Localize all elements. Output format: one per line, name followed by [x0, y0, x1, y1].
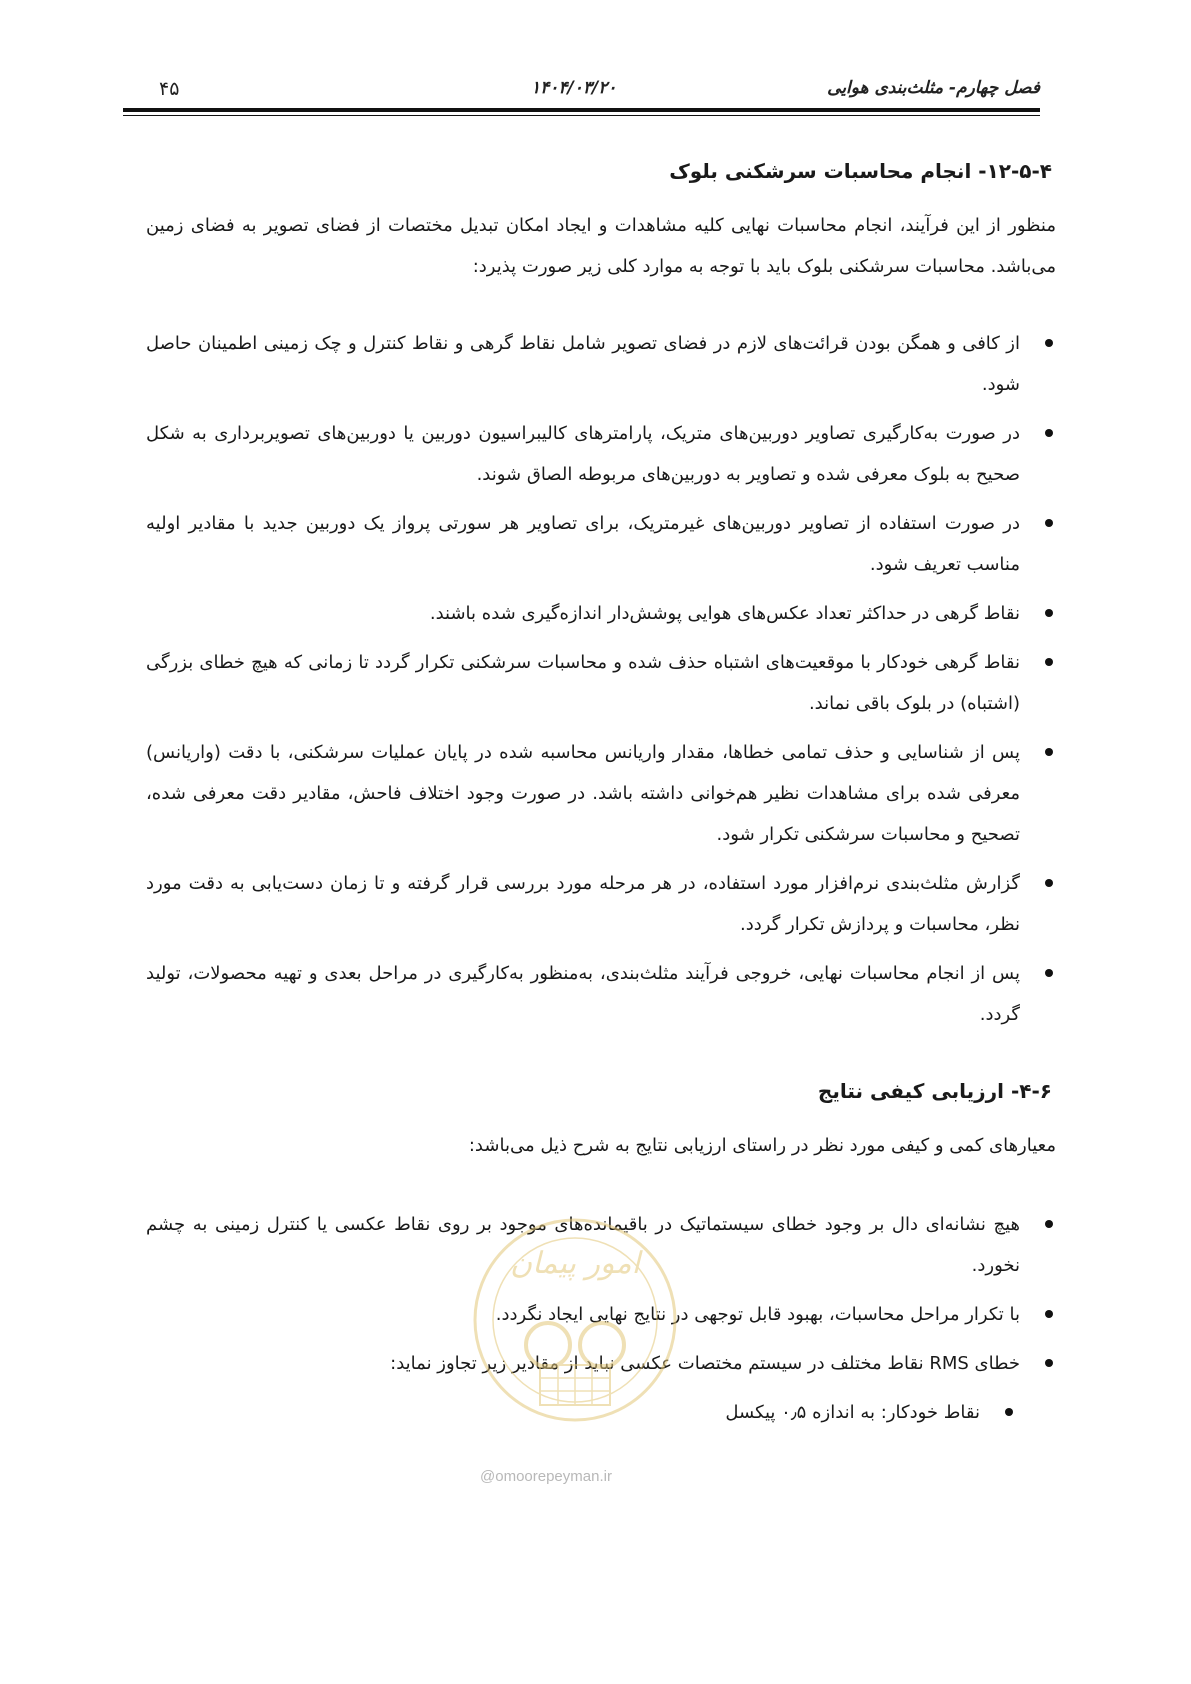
- watermark-logo-text: امور پیمان: [510, 1246, 640, 1281]
- page-content: [146, 155, 1056, 1441]
- list-item: از کافی و همگن بودن قرائت‌های لازم در فضای تصویر شامل نقاط گرهی و نقاط کنترل و چک زمینی اطمینان حاصل شود.: [146, 323, 1056, 405]
- list-item: نقاط گرهی خودکار با موقعیت‌های اشتباه حذف شده و محاسبات سرشکنی تکرار گردد تا زمانی که هیچ خطای بزرگی (اشتباه) در بلوک باقی نماند.: [146, 642, 1056, 724]
- watermark-website: @omoorepeyman.ir: [480, 1468, 612, 1485]
- list-item: خطای RMS نقاط مختلف در سیستم مختصات عکسی نباید از مقادیر زیر تجاوز نماید:: [146, 1343, 1056, 1384]
- section-heading-block-adjustment: ۱۲-۵-۴- انجام محاسبات سرشکنی بلوک: [669, 159, 1052, 183]
- section2-sub-bullet-list: [146, 1392, 1016, 1433]
- list-item: پس از انجام محاسبات نهایی، خروجی فرآیند مثلث‌بندی، به‌منظور به‌کارگیری در مراحل بعدی و تهیه محصولات، تولید گردد.: [146, 953, 1056, 1035]
- header-rule-thin: [123, 115, 1040, 116]
- list-item: گزارش مثلث‌بندی نرم‌افزار مورد استفاده، در هر مرحله مورد بررسی قرار گرفته و تا زمان دست‌یابی به دقت مورد نظر، محاسبات و پردازش تکرار گردد.: [146, 863, 1056, 945]
- list-item: در صورت استفاده از تصاویر دوربین‌های غیرمتریک، برای تصاویر هر سورتی پرواز یک دوربین جدید با مقادیر اولیه مناسب تعریف شود.: [146, 503, 1056, 585]
- header-date: ۱۴۰۴/۰۳/۲۰: [531, 78, 617, 98]
- page-number: ۴۵: [159, 78, 180, 100]
- list-item: نقاط گرهی در حداکثر تعداد عکس‌های هوایی پوشش‌دار اندازه‌گیری شده باشند.: [146, 593, 1056, 634]
- page-header: [123, 78, 1040, 104]
- section-heading-quality-assessment: ۴-۶- ارزیابی کیفی نتایج: [817, 1079, 1052, 1103]
- chapter-title: فصل چهارم- مثلث‌بندی هوایی: [827, 78, 1040, 98]
- list-item: نقاط خودکار: به اندازه ۰٫۵ پیکسل: [146, 1392, 1016, 1433]
- list-item: هیچ نشانه‌ای دال بر وجود خطای سیستماتیک در باقیمانده‌های موجود بر روی نقاط عکسی یا کنترل زمینی به چشم نخورد.: [146, 1204, 1056, 1286]
- list-item: در صورت به‌کارگیری تصاویر دوربین‌های متریک، پارامترهای کالیبراسیون دوربین یا دوربین‌های تصویربرداری به شکل صحیح به بلوک معرفی شده و تصاویر به دوربین‌های مربوطه الصاق شوند.: [146, 413, 1056, 495]
- section-spacer: [146, 1043, 1056, 1075]
- section1-bullet-list: [146, 323, 1056, 1035]
- header-rule-thick: [123, 108, 1040, 112]
- section2-intro: معیارهای کمی و کیفی مورد نظر در راستای ارزیابی نتایج به شرح ذیل می‌باشد:: [468, 1135, 1056, 1156]
- list-item: پس از شناسایی و حذف تمامی خطاها، مقدار واریانس محاسبه شده در پایان عملیات سرشکنی، با دقت (واریانس) معرفی شده برای مشاهدات نظیر هم‌خوانی داشته باشد. در صورت وجود اختلاف فاحش، مقادیر دقت معرفی شده، تصحیح و محاسبات سرشکنی تکرار شود.: [146, 732, 1056, 855]
- section1-intro: منظور از این فرآیند، انجام محاسبات نهایی کلیه مشاهدات و ایجاد امکان تبدیل مختصات از فضای تصویر به فضای زمین می‌باشد. محاسبات سرشکنی بلوک باید با توجه به موارد کلی زیر صورت پذیرد:: [146, 215, 1056, 277]
- list-item: با تکرار مراحل محاسبات، بهبود قابل توجهی در نتایج نهایی ایجاد نگردد.: [146, 1294, 1056, 1335]
- section2-bullet-list: [146, 1204, 1056, 1384]
